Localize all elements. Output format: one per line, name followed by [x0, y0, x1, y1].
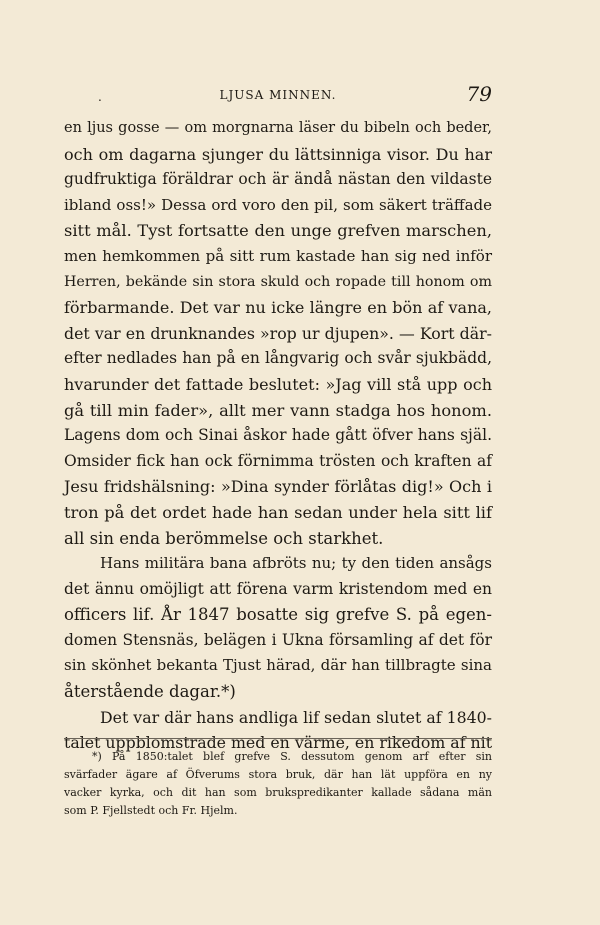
text-line: en ljus gosse — om morgnarna läser du bibeln och beder,: [64, 120, 492, 136]
text-line: ibland oss!» Dessa ord voro den pil, som säkert träffade: [64, 195, 492, 214]
footnote-divider: [64, 738, 492, 739]
footnote-line: svärfader ägare af Öfverums stora bruk, där han lät uppföra en ny: [64, 768, 492, 781]
text-line: det ännu omöjligt att förena varm kristendom med en: [64, 579, 492, 598]
text-line: sitt mål. Tyst fortsatte den unge grefven marschen,: [64, 221, 492, 241]
footnote-line: vacker kyrka, och dit han som brukspredikanter kallade sådana män: [64, 786, 492, 799]
text-line: Herren, bekände sin stora skuld och ropade till honom om: [64, 273, 492, 290]
text-line: hvarunder det fattade beslutet: »Jag vill stå upp och: [64, 374, 492, 394]
text-line: all sin enda berömmelse och starkhet.: [64, 528, 384, 548]
footnote: [64, 748, 492, 820]
text-line: Jesu fridshälsning: »Dina synder förlåtas dig!» Och i: [64, 477, 492, 497]
footnote-line: *) På 1850:talet blef grefve S. dessutom genom arf efter sin: [92, 750, 492, 763]
running-header: [64, 82, 492, 108]
text-line: efter nedlades han på en långvarig och svår sjukbädd,: [64, 349, 492, 368]
page-number: 79: [466, 82, 492, 106]
text-line: förbarmande. Det var nu icke längre en bön af vana,: [64, 298, 492, 318]
text-line: det var en drunknandes »rop ur djupen». — Kort där-: [64, 323, 492, 343]
text-line: Omsider fick han ock förnimma trösten och kraften af: [64, 451, 492, 470]
text-line: Hans militära bana afbröts nu; ty den tiden ansågs: [100, 554, 492, 573]
text-line: återstående dagar.*): [64, 682, 236, 702]
text-line: officers lif. År 1847 bosatte sig grefve S. på egen-: [64, 605, 492, 625]
footnote-line: som P. Fjellstedt och Fr. Hjelm.: [64, 804, 238, 817]
text-line: men hemkommen på sitt rum kastade han sig ned inför: [64, 246, 492, 265]
text-line: tron på det ordet hade han sedan under hela sitt lif: [64, 502, 492, 522]
text-line: sin skönhet bekanta Tjust härad, där han tillbragte sina: [64, 656, 492, 675]
running-title: LJUSA MINNEN.: [219, 88, 337, 102]
text-line: gudfruktiga föräldrar och är ändå nästan den vildaste: [64, 170, 492, 189]
text-line: Det var där hans andliga lif sedan slutet af 1840-: [100, 707, 492, 727]
text-line: gå till min fader», allt mer vann stadga hos honom.: [64, 400, 492, 420]
stray-mark: .: [98, 90, 102, 104]
text-line: domen Stensnäs, belägen i Ukna församling af det för: [64, 630, 492, 649]
text-line: och om dagarna sjunger du lättsinniga visor. Du har: [64, 144, 492, 164]
body-text: [64, 116, 492, 756]
text-line: talet uppblomstrade med en värme, en rikedom af nit: [64, 733, 493, 753]
text-line: Lagens dom och Sinai åskor hade gått öfver hans själ.: [64, 426, 492, 445]
